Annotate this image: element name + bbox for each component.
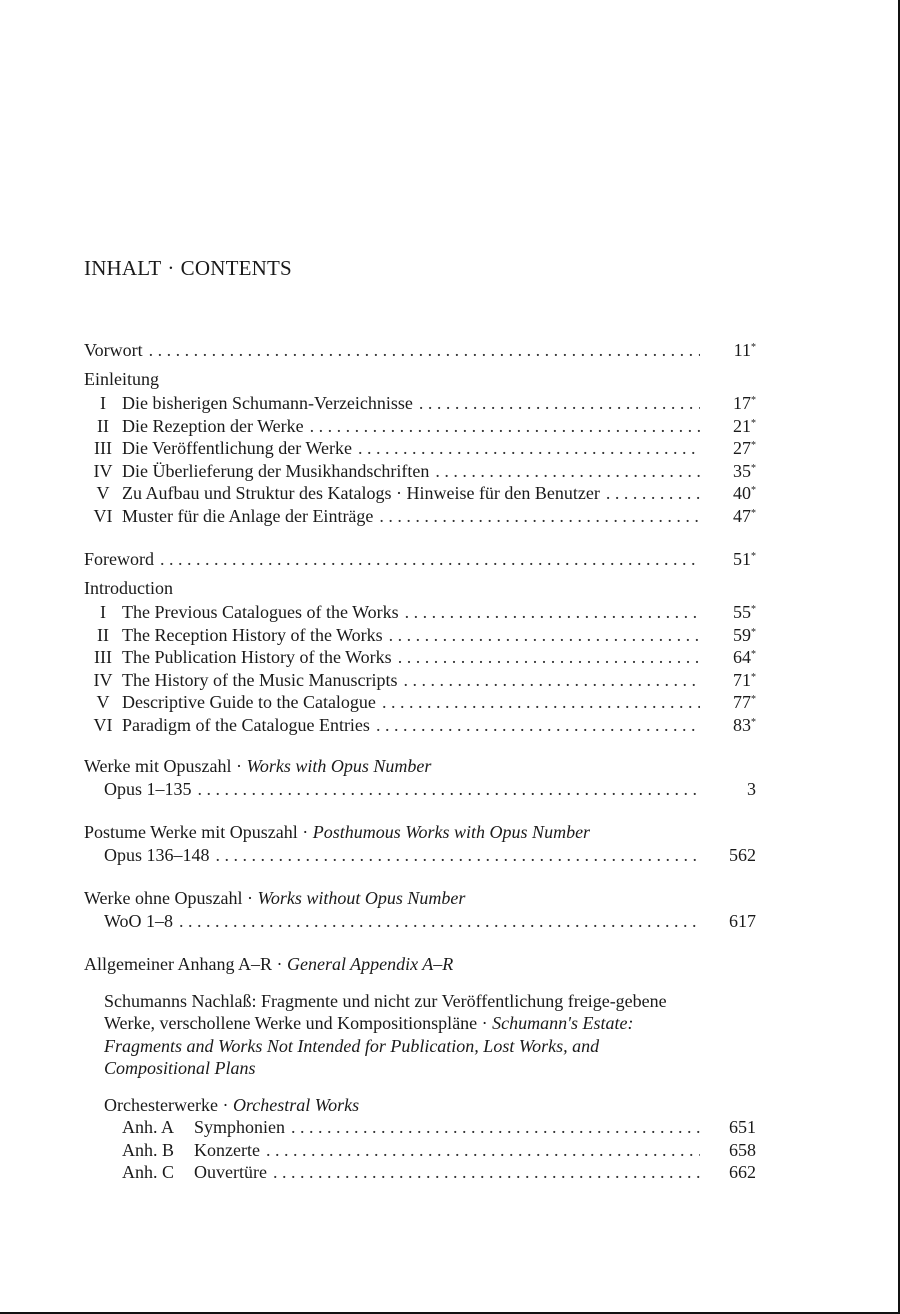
entry-page-number: 40*	[733, 483, 756, 503]
entry-title: The Previous Catalogues of the Works	[122, 602, 399, 622]
entry-title: Descriptive Guide to the Catalogue	[122, 692, 376, 712]
entry-numeral: V	[96, 483, 110, 503]
dot-leader	[198, 778, 700, 801]
entry-title: The Reception History of the Works	[122, 624, 383, 645]
section-title-einleitung: Einleitung	[84, 368, 159, 389]
heading-german: Postume Werke mit Opuszahl	[84, 822, 298, 842]
entry-numeral: V	[96, 692, 110, 712]
entry-page-number: 27*	[733, 438, 756, 458]
dot-leader	[266, 1139, 700, 1162]
section-heading-works-without-opus	[84, 887, 762, 910]
entry-code: Anh. A	[122, 1117, 175, 1137]
entry-page-number: 71*	[733, 669, 756, 690]
nachlass-english: Schumann's Estate: Fragments and Works Not Intended for Publication, Lost Works, and Compositional Plans	[104, 1013, 634, 1078]
toc-entry-foreword[interactable]	[84, 546, 762, 569]
entry-page-number: 47*	[733, 505, 756, 526]
toc-entry[interactable]	[84, 480, 762, 503]
entry-title: Die Überlieferung der Musikhandschriften	[122, 460, 430, 481]
dot-leader	[435, 460, 700, 483]
entry-page-number: 11*	[733, 340, 756, 360]
entry-title: Muster für die Anlage der Einträge	[122, 505, 374, 526]
entry-title: Zu Aufbau und Struktur des Katalogs · Hinweise für den Benutzer	[122, 483, 600, 503]
entry-code: Anh. B	[122, 1139, 175, 1160]
heading-separator: ·	[247, 888, 253, 908]
dot-leader	[403, 669, 700, 692]
toc-entry[interactable]	[84, 689, 762, 712]
dot-leader	[310, 415, 700, 438]
entry-title: Symphonien	[194, 1117, 286, 1137]
heading-separator: ·	[167, 256, 175, 280]
heading-english: CONTENTS	[180, 256, 292, 280]
heading-german: Allgemeiner Anhang A–R	[84, 954, 272, 974]
heading-separator: ·	[276, 954, 283, 974]
dot-leader	[379, 505, 700, 528]
entry-page-number: 617	[729, 910, 756, 931]
heading-english: Orchestral Works	[232, 1094, 360, 1115]
section-heading-general-appendix	[84, 953, 762, 976]
toc-entry[interactable]	[84, 712, 762, 735]
entry-numeral: IV	[93, 460, 113, 481]
nachlass-german: Schumanns Nachlaß: Fragmente und nicht zur Veröffentlichung freige-gebene Werke, verschollene Werke und Kompositionspläne	[104, 990, 667, 1033]
entry-numeral: VI	[93, 505, 113, 526]
entry-page-number: 35*	[733, 460, 756, 481]
heading-german: Werke ohne Opuszahl	[84, 888, 243, 908]
heading-german: INHALT	[84, 256, 162, 280]
entry-numeral: III	[94, 438, 112, 458]
heading-separator: ·	[222, 1094, 229, 1115]
entry-numeral: VI	[93, 714, 113, 735]
heading-english: Works without Opus Number	[257, 888, 466, 908]
toc-entry-woo-1-8[interactable]	[84, 910, 762, 933]
entry-page-number: 651	[729, 1117, 756, 1137]
toc-entry-opus-1-135[interactable]	[84, 778, 762, 801]
entry-title: The History of the Music Manuscripts	[122, 669, 398, 690]
dot-leader	[382, 691, 700, 714]
entry-page-number: 64*	[733, 647, 756, 667]
entry-page-number: 662	[729, 1162, 756, 1182]
toc-entry-anh-b[interactable]	[84, 1139, 762, 1162]
entry-page-number: 562	[729, 844, 756, 865]
entry-title: Opus 1–135	[104, 778, 192, 799]
entry-numeral: III	[94, 647, 112, 667]
entry-page-number: 59*	[733, 624, 756, 645]
toc-entry[interactable]	[84, 435, 762, 458]
entry-title: Konzerte	[194, 1139, 260, 1160]
toc-entry[interactable]	[84, 667, 762, 690]
heading-separator: ·	[302, 822, 309, 842]
toc-entry[interactable]	[84, 622, 762, 645]
entry-title: Vorwort	[84, 340, 143, 360]
toc-entry-opus-136-148[interactable]	[84, 844, 762, 867]
dot-leader	[358, 437, 700, 460]
toc-entry[interactable]	[84, 390, 762, 413]
toc-entry[interactable]	[84, 644, 762, 667]
dot-leader	[179, 910, 700, 933]
toc-entry[interactable]	[84, 503, 762, 526]
toc-entry[interactable]	[84, 413, 762, 436]
entry-page-number: 21*	[733, 415, 756, 436]
dot-leader	[149, 339, 700, 362]
heading-separator: ·	[236, 756, 243, 776]
dot-leader	[606, 482, 700, 505]
contents-heading	[84, 256, 292, 281]
entry-title: Die bisherigen Schumann-Verzeichnisse	[122, 393, 413, 413]
entry-title: Foreword	[84, 549, 154, 569]
toc-entry-vorwort[interactable]	[84, 337, 762, 360]
entry-numeral: I	[100, 602, 106, 622]
entry-title: WoO 1–8	[104, 910, 174, 931]
section-title-introduction: Introduction	[84, 577, 173, 598]
nachlass-description	[84, 990, 694, 1080]
entry-numeral: IV	[93, 669, 113, 690]
entry-code: Anh. C	[122, 1162, 175, 1182]
heading-english: General Appendix A–R	[286, 954, 454, 974]
dot-leader	[216, 844, 700, 867]
heading-german: Orchesterwerke	[104, 1094, 218, 1115]
dot-leader	[376, 714, 700, 737]
dot-leader	[160, 548, 700, 571]
toc-entry-anh-a[interactable]	[84, 1116, 762, 1139]
subsection-heading-orchestral-works	[84, 1094, 762, 1117]
toc-entry[interactable]	[84, 458, 762, 481]
section-heading-posthumous-works	[84, 821, 762, 844]
entry-title: Ouvertüre	[194, 1162, 267, 1182]
dot-leader	[389, 624, 700, 647]
entry-page-number: 658	[729, 1139, 756, 1160]
entry-page-number: 3	[747, 778, 756, 799]
heading-english: Works with Opus Number	[246, 756, 432, 776]
dot-leader	[291, 1116, 700, 1139]
heading-german: Werke mit Opuszahl	[84, 756, 232, 776]
dot-leader	[405, 601, 700, 624]
toc-entry[interactable]	[84, 599, 762, 622]
nachlass-separator: ·	[481, 1013, 488, 1033]
dot-leader	[419, 392, 700, 415]
entry-title: Paradigm of the Catalogue Entries	[122, 714, 370, 735]
entry-title: Die Veröffentlichung der Werke	[122, 438, 352, 458]
entry-numeral: I	[100, 393, 106, 413]
dot-leader	[398, 646, 700, 669]
entry-title: Opus 136–148	[104, 844, 210, 865]
heading-english: Posthumous Works with Opus Number	[312, 822, 591, 842]
entry-title: Die Rezeption der Werke	[122, 415, 304, 436]
entry-numeral: II	[97, 624, 109, 645]
entry-page-number: 55*	[733, 602, 756, 622]
toc-entry-anh-c[interactable]	[84, 1161, 762, 1184]
entry-page-number: 17*	[733, 393, 756, 413]
dot-leader	[273, 1161, 700, 1184]
entry-numeral: II	[97, 415, 109, 436]
section-heading-opus-works	[84, 755, 762, 778]
entry-page-number: 51*	[733, 549, 756, 569]
entry-page-number: 77*	[733, 692, 756, 712]
table-of-contents	[84, 337, 762, 1184]
entry-title: The Publication History of the Works	[122, 647, 392, 667]
entry-page-number: 83*	[733, 714, 756, 735]
